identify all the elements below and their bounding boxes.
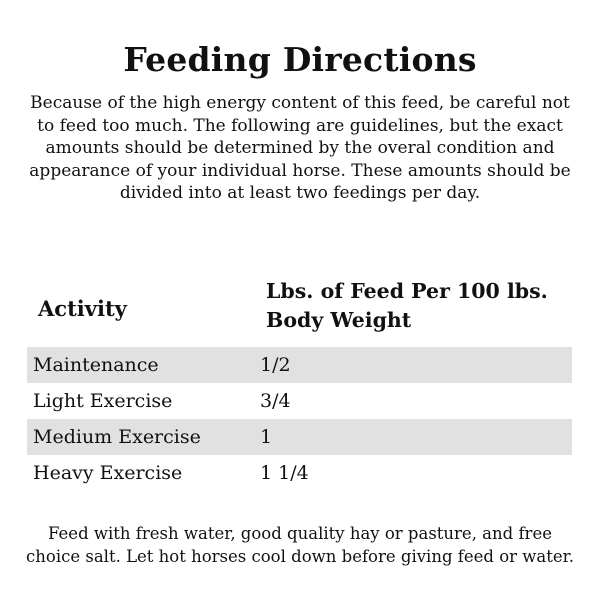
- page-title: Feeding Directions: [123, 40, 477, 79]
- amount-cell: 1: [260, 426, 273, 448]
- activity-cell: Maintenance: [33, 354, 159, 376]
- footer-note: Feed with fresh water, good quality hay or pasture, and free choice salt. Let hot horses cool down before giving feed or water.: [26, 524, 574, 566]
- table-row: [27, 383, 572, 419]
- activity-cell: Heavy Exercise: [33, 462, 183, 484]
- activity-cell: Medium Exercise: [33, 426, 201, 448]
- table-body: [27, 347, 572, 491]
- table-row: [27, 455, 572, 491]
- amount-cell: 3/4: [260, 390, 291, 412]
- amount-header: [266, 277, 566, 335]
- amount-cell: 1 1/4: [260, 462, 309, 484]
- activity-header: Activity: [38, 296, 127, 321]
- table-header: [27, 274, 572, 346]
- intro-paragraph: Because of the high energy content of this feed, be careful not to feed too much. The following are guidelines, but the exact amounts should be determined by the overal condition and appearance of your individual horse. These amounts should be divided into at least two feedings per day.: [29, 93, 571, 203]
- amount-header-line-1: Lbs. of Feed Per 100 lbs.: [266, 279, 548, 303]
- table-row: [27, 347, 572, 383]
- amount-cell: 1/2: [260, 354, 291, 376]
- feeding-table: [27, 274, 572, 484]
- amount-header-line-2: Body Weight: [266, 308, 412, 332]
- activity-cell: Light Exercise: [33, 390, 173, 412]
- table-row: [27, 419, 572, 455]
